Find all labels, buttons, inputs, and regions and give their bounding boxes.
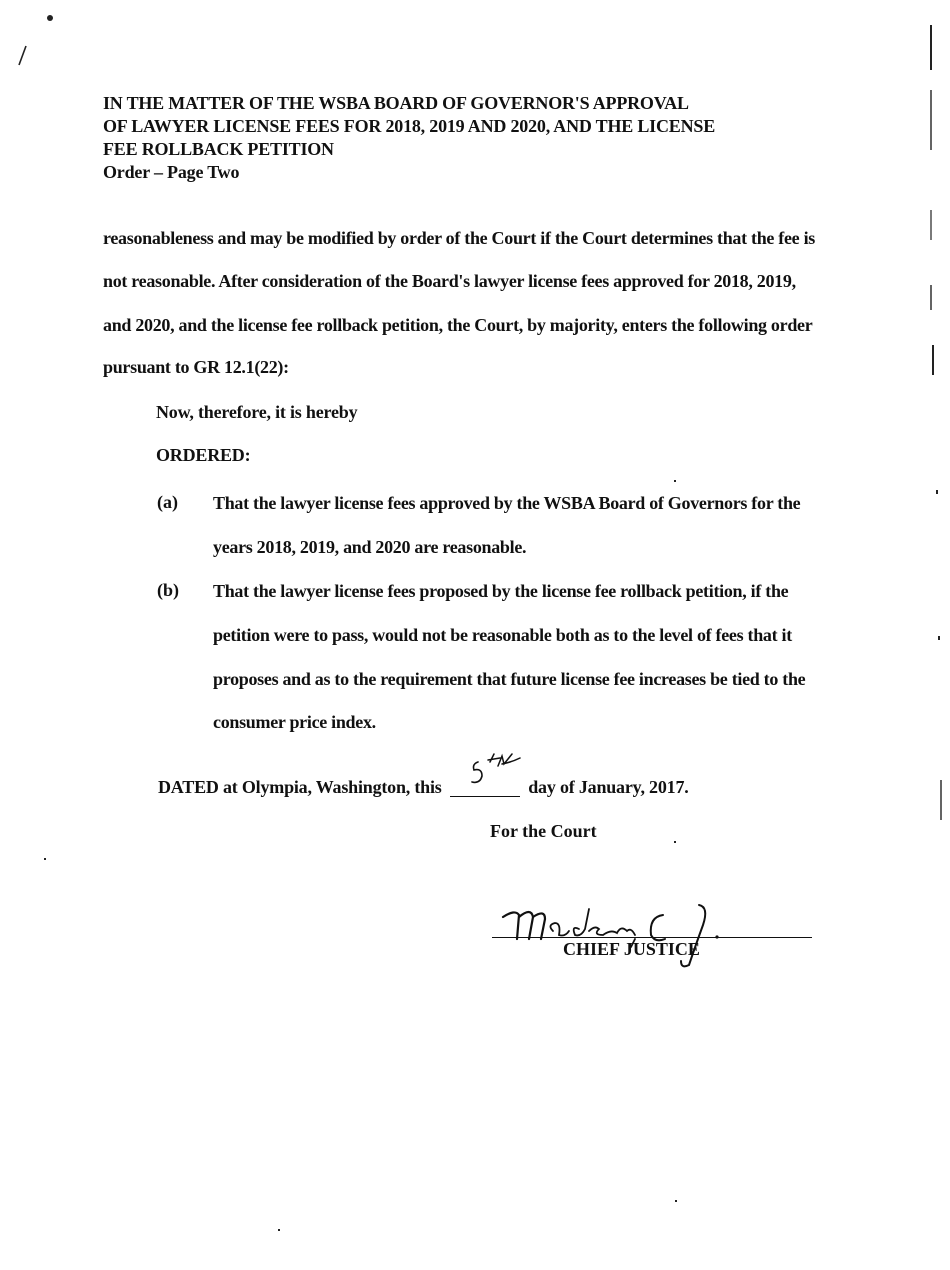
order-item-b-marker: (b) [157,580,179,600]
for-the-court: For the Court [490,821,597,841]
day-blank-line [450,776,520,797]
signature-line [492,937,812,938]
scan-slash-mark [16,44,28,68]
scan-dot-mark [47,15,53,21]
order-item-a-line-2: years 2018, 2019, and 2020 are reasonable. [213,537,527,557]
order-item-a-marker: (a) [157,492,178,512]
order-item-b-line-4: consumer price index. [213,712,376,732]
dated-suffix: day of January, 2017. [528,777,689,797]
case-caption [103,92,715,184]
handwritten-day-signature [468,752,528,794]
dated-prefix: DATED at Olympia, Washington, this [158,777,442,797]
chief-justice-title: CHIEF JUSTICE [563,939,700,959]
body-line-2: not reasonable. After consideration of the Board's lawyer license fees approved for 2018, 2019, [103,271,796,291]
caption-line-3: FEE ROLLBACK PETITION [103,139,334,159]
body-line-4: pursuant to GR 12.1(22): [103,357,289,377]
order-item-b-line-1: That the lawyer license fees proposed by the license fee rollback petition, if the [213,581,789,601]
caption-line-1: IN THE MATTER OF THE WSBA BOARD OF GOVERNOR'S APPROVAL [103,93,689,113]
caption-subtitle: Order – Page Two [103,162,240,182]
order-item-b-line-2: petition were to pass, would not be reasonable both as to the level of fees that it [213,625,792,645]
body-line-1: reasonableness and may be modified by order of the Court if the Court determines that the fee is [103,228,815,248]
ordered-heading: ORDERED: [156,445,251,465]
order-item-b-line-3: proposes and as to the requirement that future license fee increases be tied to the [213,669,806,689]
dated-line [158,776,689,798]
now-therefore-text: Now, therefore, it is hereby [156,402,358,422]
order-item-a-line-1: That the lawyer license fees approved by the WSBA Board of Governors for the [213,493,801,513]
body-line-3: and 2020, and the license fee rollback petition, the Court, by majority, enters the following order [103,315,813,335]
caption-line-2: OF LAWYER LICENSE FEES FOR 2018, 2019 AND 2020, AND THE LICENSE [103,116,716,136]
